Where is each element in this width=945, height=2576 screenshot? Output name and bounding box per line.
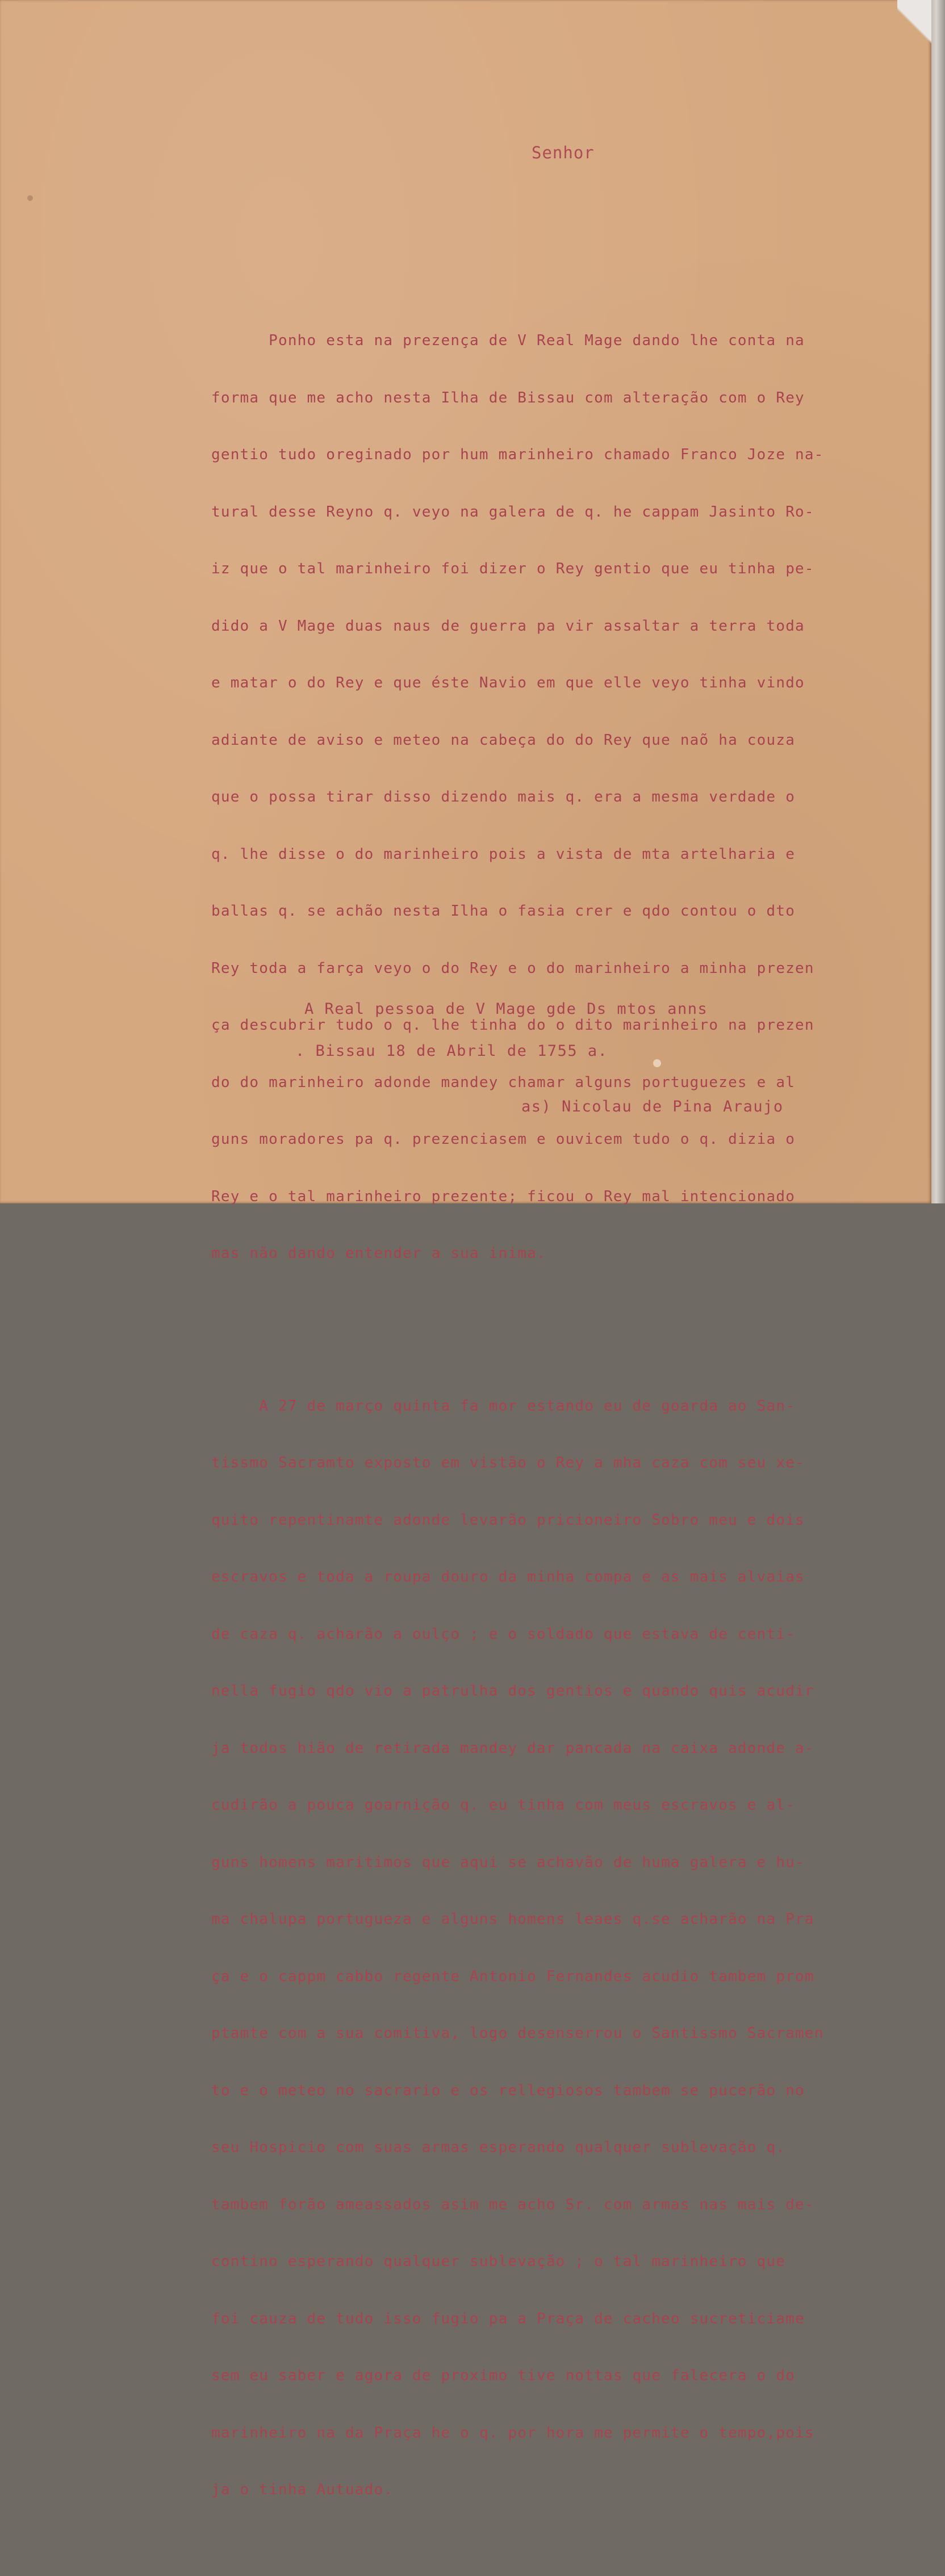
text-line: marinheiro na da Praça he o q. por hora me permite o tempo,pois (211, 2424, 814, 2441)
text-line: ja o tinha Autuado. (211, 2481, 394, 2498)
text-line: tural desse Reyno q. veyo na galera de q. he cappam Jasinto Ro- (211, 503, 814, 521)
letter-body (211, 255, 927, 2576)
scanner-background (929, 0, 945, 1203)
text-line: ma chalupa portugueza e alguns homens leaes q.se acharão na Pra (211, 1911, 814, 1928)
text-line: de caza q. acharão a oulço ; e o soldado que estava de centi- (211, 1625, 796, 1643)
text-line: q. lhe disse o do marinheiro pois a vista de mta artelharia e (211, 845, 796, 863)
text-line: escravos e toda a roupa douro da minha compa e as mais alvaias (211, 1568, 805, 1585)
text-line: ça e o cappm cabbo regente Antonio Fernandes acudio tambem prom (211, 1967, 814, 1985)
text-line: guns moradores pa q. prezenciasem e ouvicem tudo o q. dizia o (211, 1131, 796, 1148)
text-line: adiante de aviso e meteo na cabeça do do Rey que naõ ha couza (211, 731, 796, 749)
paper-stain (27, 195, 33, 201)
text-line: nella fugio qdo vio a patrulha dos gentios e quando quis acudir (211, 1683, 814, 1700)
text-line: do do marinheiro adonde mandey chamar alguns portuguezes e al (211, 1073, 796, 1091)
text-line: dido a V Mage duas naus de guerra pa vir assaltar a terra toda (211, 617, 805, 635)
text-line: ballas q. se achão nesta Ilha o fasia crer e qdo contou o dto (211, 903, 796, 920)
text-line: foi cauza de tudo isso fugio pa a Praça de cacheo sucreticiame (211, 2310, 805, 2327)
text-line: A 27 de março quinta fa mor estando eu de goarda ao San- (211, 1397, 796, 1415)
text-line: e matar o do Rey e que éste Navio em que elle veyo tinha vindo (211, 674, 805, 691)
signature: as) Nicolau de Pina Araujo (521, 1098, 784, 1115)
text-line: gentio tudo oreginado por hum marinheiro chamado Franco Joze na- (211, 446, 824, 463)
text-line: cudirão a pouca goarnição q. eu tinha com meus escravos e al- (211, 1797, 796, 1814)
text-line: guns homens maritimos que aqui se achavão de huma galera e hu- (211, 1853, 805, 1871)
paragraph-1 (211, 293, 927, 1302)
text-line: seu Hospicio com suas armas esperando qualquer sublevação q. (211, 2139, 786, 2156)
text-line: iz que o tal marinheiro foi dizer o Rey gentio que eu tinha pe- (211, 560, 814, 577)
text-line: contino esperando qualquer sublevação ; o tal marinheiro que (211, 2253, 786, 2270)
text-line: ptamte com a sua comitiva, logo desenserrou o Santissmo Sacramen (211, 2025, 824, 2042)
closing-formula: A Real pessoa de V Mage gde Ds mtos anns (304, 1000, 708, 1018)
text-line: Rey toda a farça veyo o do Rey e o do marinheiro a minha prezen (211, 959, 814, 977)
text-line: Ponho esta na prezença de V Real Mage dando lhe conta na (211, 332, 805, 349)
text-line: sem eu saber e agora de proximo tive nottas que falecera o do (211, 2367, 796, 2384)
text-line: mas não dando entender a sua inima. (211, 1245, 546, 1262)
paragraph-2 (211, 1359, 927, 2538)
salutation: Senhor (532, 143, 595, 162)
text-line: ça descubrir tudo o q. lhe tinha do o dito marinheiro na prezen (211, 1017, 814, 1034)
place-and-date: . Bissau 18 de Abril de 1755 a. (295, 1042, 608, 1060)
text-line: tambem forão ameassados asim me acho Sr. com armas nas mais de- (211, 2196, 814, 2213)
text-line: Rey e o tal marinheiro prezente; ficou o Rey mal intencionado (211, 1188, 796, 1205)
text-line: tissmo Sacramto exposto em vistão o Rey a mha caza com seu xe- (211, 1454, 805, 1471)
text-line: forma que me acho nesta Ilha de Bissau com alteração com o Rey (211, 389, 805, 406)
text-line: to e o meteo no sacrario e os rellegiosos tambem se pucerão no (211, 2082, 805, 2099)
text-line: quito repentinamte adonde levarão pricioneiro Sobro meu e dois (211, 1511, 805, 1529)
text-line: ja todos hião de retirada mandey dar pancada na caixa adonde a- (211, 1739, 814, 1757)
text-line: que o possa tirar disso dizendo mais q. era a mesma verdade o (211, 788, 796, 805)
